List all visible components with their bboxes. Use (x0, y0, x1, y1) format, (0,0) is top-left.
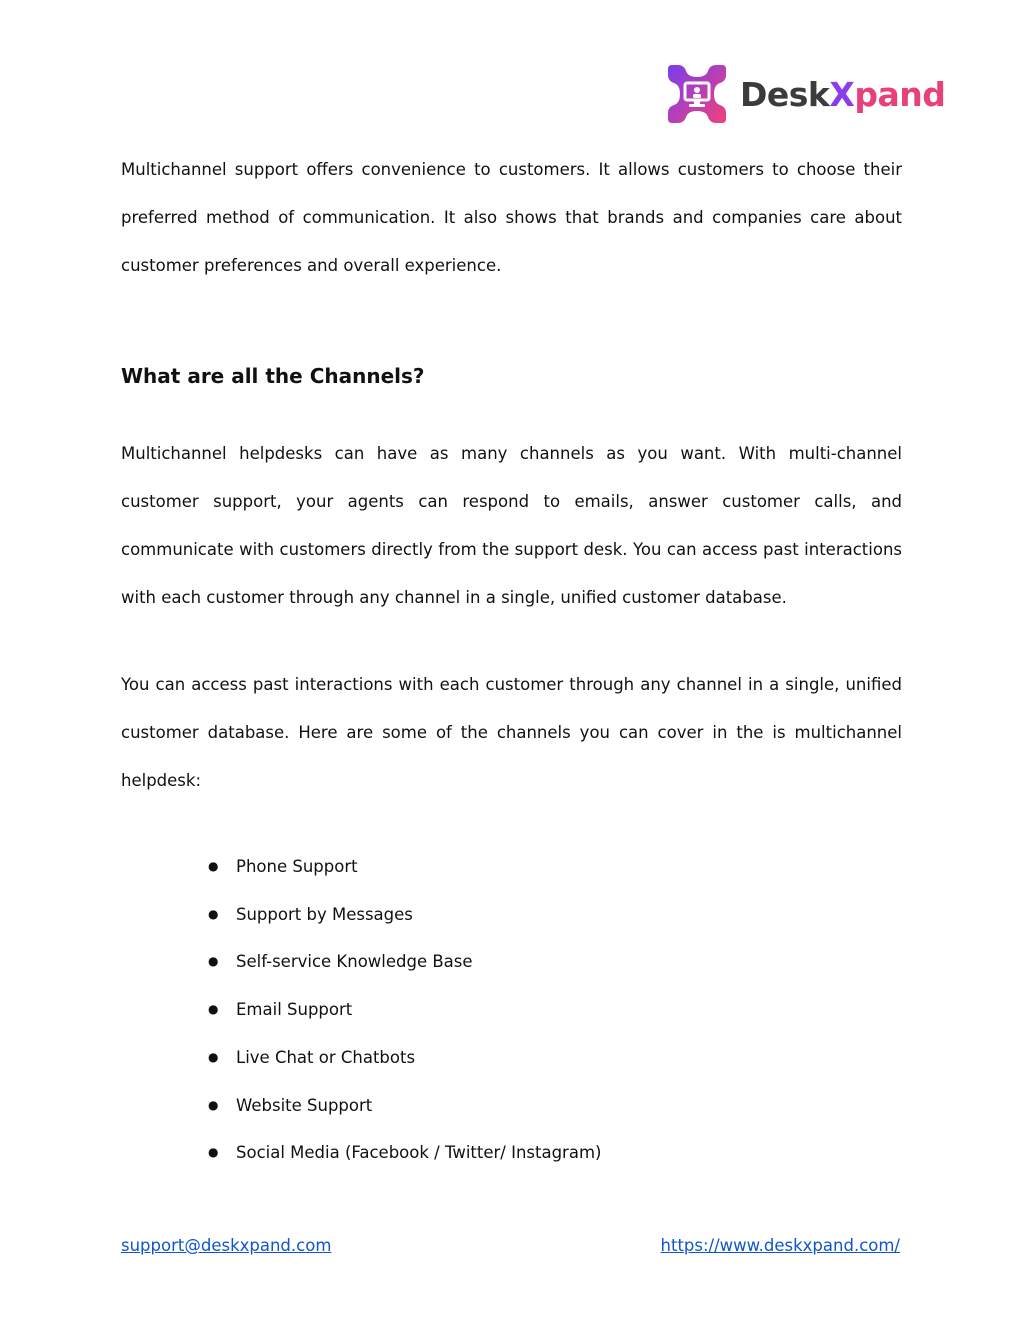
channels-paragraph-1: Multichannel helpdesks can have as many channels as you want. With multi-channel customer support, your agents can respond to emails, answer customer calls, and communicate with customers directly from the support desk. You can access past interactions with each customer through any channel in a single, unified customer database. (121, 444, 902, 607)
list-item: ● Website Support (121, 1082, 902, 1130)
logo-text-x: X (829, 74, 855, 114)
document-body (121, 146, 902, 1177)
deskxpand-logo-mark-icon (664, 61, 730, 127)
list-item: ● Self-service Knowledge Base (121, 938, 902, 986)
logo-text-desk: Desk (740, 74, 830, 114)
list-item: ● Support by Messages (121, 891, 902, 939)
section-heading: What are all the Channels? (121, 364, 425, 388)
list-item: ● Social Media (Facebook / Twitter/ Instagram) (121, 1129, 902, 1177)
intro-paragraph: Multichannel support offers convenience to customers. It allows customers to choose their preferred method of communication. It also shows that brands and companies care about customer preferences and overall experience. (121, 160, 902, 275)
deskxpand-logo (664, 60, 945, 128)
list-item: ● Phone Support (121, 843, 902, 891)
channels-paragraph-2: You can access past interactions with each customer through any channel in a single, unified customer database. Here are some of the channels you can cover in the is multichannel helpdesk: (121, 675, 902, 790)
deskxpand-wordmark (740, 74, 946, 114)
list-item: ● Live Chat or Chatbots (121, 1034, 902, 1082)
footer-email-link[interactable]: support@deskxpand.com (121, 1236, 332, 1255)
footer-website-link[interactable]: https://www.deskxpand.com/ (660, 1236, 900, 1255)
list-item: ● Email Support (121, 986, 902, 1034)
channels-list (121, 843, 902, 1177)
page-footer (121, 1236, 900, 1264)
logo-text-pand: pand (854, 74, 946, 114)
